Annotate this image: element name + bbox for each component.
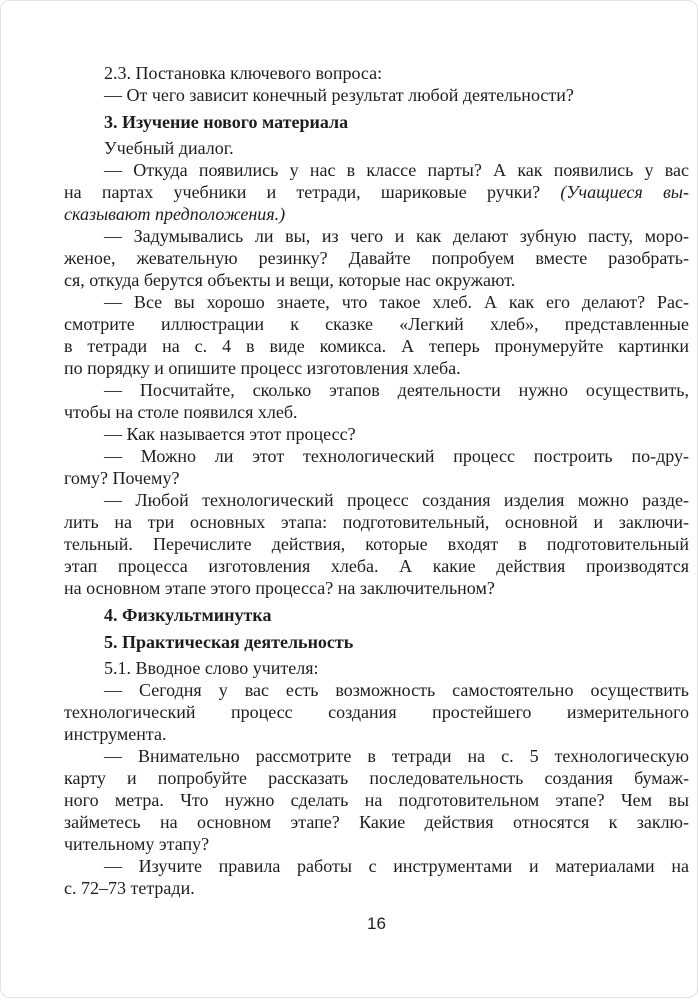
- section-heading: [64, 111, 689, 133]
- text-run: тельный. Перечислите действия, которые входят в подготовительный: [64, 534, 689, 554]
- text-line: [64, 379, 689, 401]
- text-line: [64, 789, 689, 811]
- paragraph: [64, 379, 689, 423]
- text-line: [64, 159, 689, 181]
- text-run: в тетради на с. 4 в виде комикса. А теперь пронумеруйте картинки: [64, 336, 689, 356]
- text-run: на основном этапе этого процесса? на заключительном?: [64, 578, 495, 598]
- text-line: [64, 203, 689, 225]
- page-text: [64, 62, 689, 899]
- text-run: ного метра. Что нужно сделать на подготовительном этапе? Чем вы: [64, 790, 689, 810]
- text-run: — От чего зависит конечный результат любой деятельности?: [104, 85, 574, 105]
- text-run: смотрите иллюстрации к сказке «Легкий хлеб», представленные: [64, 314, 689, 334]
- paragraph: [64, 62, 689, 84]
- text-line: [64, 225, 689, 247]
- text-line: [64, 269, 689, 291]
- text-run: — Все вы хорошо знаете, что такое хлеб. А как его делают? Рас-: [104, 292, 689, 312]
- text-line: [64, 84, 689, 106]
- text-line: [64, 137, 689, 159]
- text-run: этап процесса изготовления хлеба. А какие действия производятся: [64, 556, 689, 576]
- text-run: — Сегодня у вас есть возможность самостоятельно осуществить: [104, 680, 689, 700]
- text-line: [64, 291, 689, 313]
- paragraph: [64, 855, 689, 899]
- text-line: [64, 111, 689, 133]
- text-line: [64, 811, 689, 833]
- text-run: гому? Почему?: [64, 468, 180, 488]
- text-line: [64, 631, 689, 653]
- text-run: женое, жевательную резинку? Давайте попробуем вместе разобрать-: [64, 248, 689, 268]
- italic-text-run: (Учащиеся вы-: [560, 182, 689, 202]
- text-line: [64, 181, 689, 203]
- text-line: [64, 877, 689, 899]
- text-run: 4. Физкультминутка: [104, 605, 272, 625]
- text-run: чтобы на столе появился хлеб.: [64, 402, 298, 422]
- text-line: [64, 247, 689, 269]
- text-line: [64, 467, 689, 489]
- text-line: [64, 577, 689, 599]
- text-run: технологический процесс создания простейшего измерительного: [64, 702, 689, 722]
- paragraph: [64, 225, 689, 291]
- text-run: займетесь на основном этапе? Какие действия относятся к заклю-: [64, 812, 689, 832]
- text-line: [64, 745, 689, 767]
- paragraph: [64, 657, 689, 679]
- text-run: лить на три основных этапа: подготовительный, основной и заключи-: [64, 512, 689, 532]
- text-run: инструмента.: [64, 724, 167, 744]
- text-run: 2.3. Постановка ключевого вопроса:: [104, 63, 383, 83]
- italic-text-run: сказывают предположения.): [64, 204, 286, 224]
- text-run: карту и попробуйте рассказать последовательность создания бумаж-: [64, 768, 689, 788]
- paragraph: [64, 745, 689, 855]
- paragraph: [64, 679, 689, 745]
- paragraph: [64, 489, 689, 599]
- text-line: [64, 313, 689, 335]
- text-run: — Как называется этот процесс?: [104, 424, 356, 444]
- text-run: ся, откуда берутся объекты и вещи, которые нас окружают.: [64, 270, 516, 290]
- text-run: — Любой технологический процесс создания изделия можно разде-: [104, 490, 689, 510]
- text-run: — Изучите правила работы с инструментами и материалами на: [104, 856, 689, 876]
- paragraph: [64, 291, 689, 379]
- text-run: — Задумывались ли вы, из чего и как делают зубную пасту, моро-: [104, 226, 689, 246]
- text-line: [64, 511, 689, 533]
- text-run: — Внимательно рассмотрите в тетради на с. 5 технологическую: [104, 746, 689, 766]
- text-run: 5. Практическая деятельность: [104, 632, 354, 652]
- paragraph: [64, 137, 689, 159]
- text-line: [64, 335, 689, 357]
- text-run: чительному этапу?: [64, 834, 210, 854]
- section-heading: [64, 604, 689, 626]
- text-line: [64, 767, 689, 789]
- paragraph: [64, 445, 689, 489]
- text-run: 3. Изучение нового материала: [104, 112, 349, 132]
- text-line: [64, 657, 689, 679]
- page-number: 16: [367, 914, 386, 933]
- text-run: 5.1. Вводное слово учителя:: [104, 658, 319, 678]
- text-line: [64, 723, 689, 745]
- text-run: — Можно ли этот технологический процесс построить по-дру-: [104, 446, 689, 466]
- text-line: [64, 855, 689, 877]
- text-line: [64, 555, 689, 577]
- text-run: — Откуда появились у нас в классе парты? А как появились у вас: [104, 160, 689, 180]
- paragraph: [64, 159, 689, 225]
- text-run: на партах учебники и тетради, шариковые ручки?: [64, 182, 561, 202]
- paragraph: [64, 84, 689, 106]
- text-run: по порядку и опишите процесс изготовления хлеба.: [64, 358, 461, 378]
- text-line: [64, 833, 689, 855]
- text-run: — Посчитайте, сколько этапов деятельности нужно осуществить,: [104, 380, 689, 400]
- text-line: [64, 62, 689, 84]
- paragraph: [64, 423, 689, 445]
- text-line: [64, 701, 689, 723]
- text-line: [64, 679, 689, 701]
- text-line: [64, 401, 689, 423]
- text-line: [64, 489, 689, 511]
- text-run: Учебный диалог.: [104, 138, 234, 158]
- text-line: [64, 445, 689, 467]
- text-run: с. 72–73 тетради.: [64, 878, 195, 898]
- text-line: [64, 604, 689, 626]
- text-line: [64, 423, 689, 445]
- section-heading: [64, 631, 689, 653]
- text-line: [64, 357, 689, 379]
- text-line: [64, 533, 689, 555]
